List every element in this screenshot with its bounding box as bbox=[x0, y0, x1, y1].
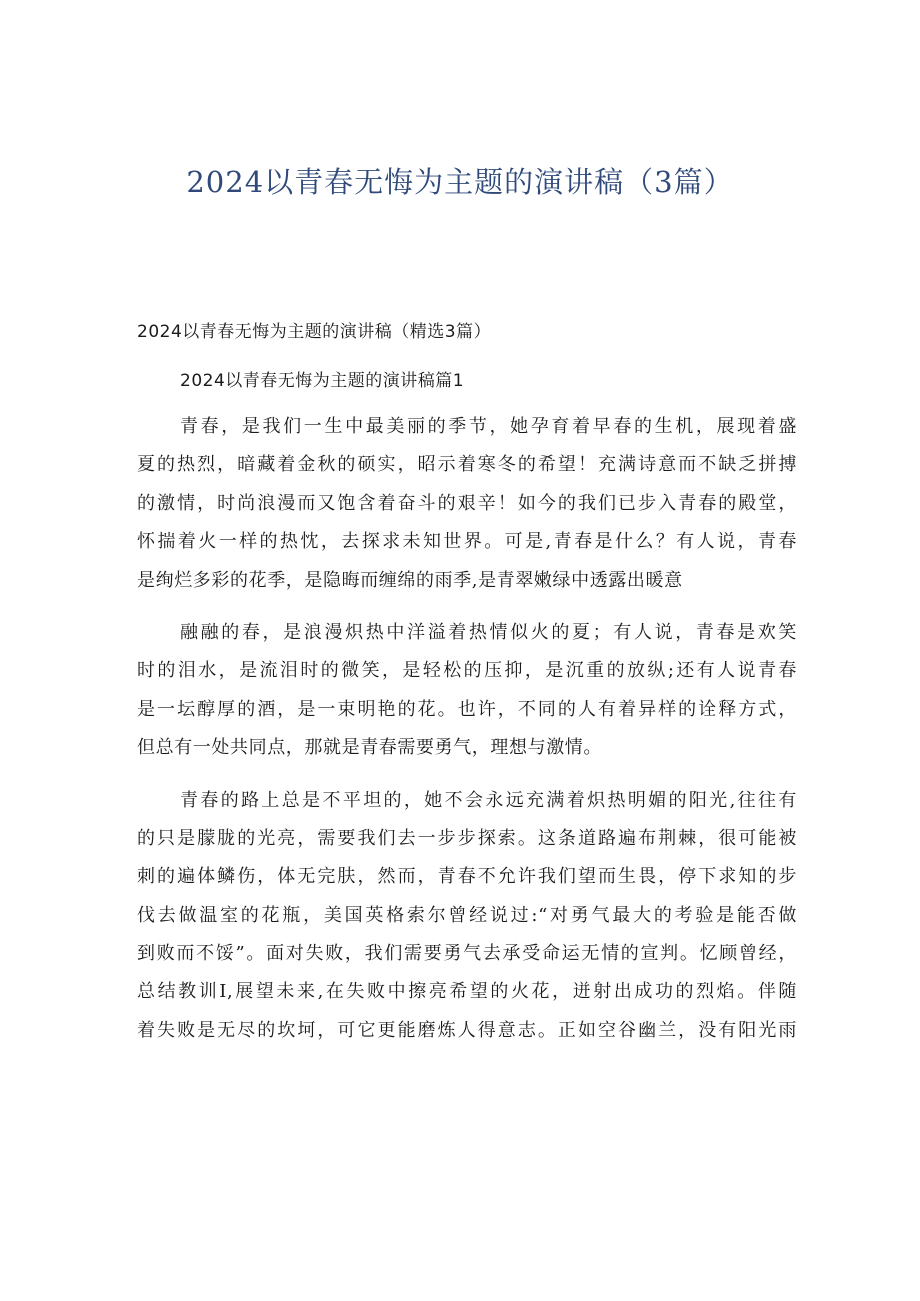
text-line: 伐去做温室的花瓶，美国英格索尔曾经说过:“对勇气最大的考验是能否做 bbox=[137, 904, 797, 926]
text-line: 怀揣着火一样的热忱，去探求未知世界。可是,青春是什么？有人说，青春 bbox=[137, 531, 797, 553]
text-line: 的激情，时尚浪漫而又饱含着奋斗的艰辛！如今的我们已步入青春的殿堂， bbox=[137, 492, 797, 514]
text-line: 刺的遍体鳞伤，体无完肤，然而，青春不允许我们望而生畏，停下求知的步 bbox=[137, 866, 797, 888]
document-title: 2024以青春无悔为主题的演讲稿（3篇） bbox=[186, 165, 734, 199]
text-line: 着失败是无尽的坎坷，可它更能磨炼人得意志。正如空谷幽兰，没有阳光雨 bbox=[137, 1019, 797, 1041]
text-line: 夏的热烈，暗藏着金秋的硕实，昭示着寒冬的希望！充满诗意而不缺乏拼搏 bbox=[137, 454, 797, 476]
text-line: 青春，是我们一生中最美丽的季节，她孕育着早春的生机，展现着盛 bbox=[180, 416, 797, 437]
text-line: 时的泪水，是流泪时的微笑，是轻松的压抑，是沉重的放纵;还有人说青春 bbox=[137, 660, 797, 682]
text-line: 的只是朦胧的光亮，需要我们去一步步探索。这条道路遍布荆棘，很可能被 bbox=[137, 827, 797, 849]
document-subtitle: 2024以青春无悔为主题的演讲稿（精选3篇） bbox=[137, 322, 492, 342]
body-text bbox=[137, 408, 797, 1050]
section-heading: 2024以青春无悔为主题的演讲稿篇1 bbox=[180, 371, 465, 391]
text-line: 是一坛醇厚的酒，是一束明艳的花。也许，不同的人有着异样的诠释方式， bbox=[137, 698, 797, 720]
text-line: 是绚烂多彩的花季，是隐晦而缠绵的雨季,是青翠嫩绿中透露出暖意 bbox=[137, 569, 683, 591]
text-line: 青春的路上总是不平坦的，她不会永远充满着炽热明媚的阳光,往往有 bbox=[180, 789, 797, 811]
paragraph bbox=[137, 782, 797, 1051]
paragraph bbox=[137, 614, 797, 768]
text-line: 总结教训I,展望未来,在失败中擦亮希望的火花，迸射出成功的烈焰。伴随 bbox=[137, 981, 797, 1003]
text-line: 但总有一处共同点，那就是青春需要勇气，理想与激情。 bbox=[137, 737, 602, 759]
paragraph bbox=[137, 408, 797, 600]
text-line: 到败而不馁”。面对失败，我们需要勇气去承受命运无情的宣判。忆顾曾经， bbox=[137, 943, 797, 965]
text-line: 融融的春，是浪漫炽热中洋溢着热情似火的夏；有人说，青春是欢笑 bbox=[180, 621, 797, 643]
